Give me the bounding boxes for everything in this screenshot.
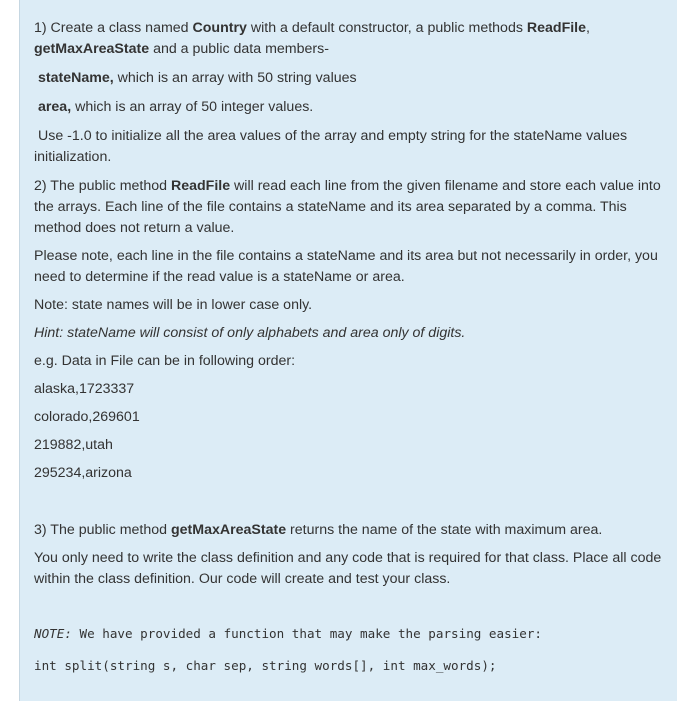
hint-line: Hint: stateName will consist of only alphabets and area only of digits. xyxy=(34,325,466,341)
example-line: 295234,arizona xyxy=(34,465,132,481)
q3-line-3: within the class definition. Our code will create and test your class. xyxy=(34,571,451,587)
split-signature: int split(string s, char sep, string words[], int max_words); xyxy=(34,658,497,673)
q2-line-3: method does not return a value. xyxy=(34,220,235,236)
lowercase-note: Note: state names will be in lower case only. xyxy=(34,297,313,313)
note-label: NOTE: xyxy=(34,626,72,641)
statename-member-line: stateName, which is an array with 50 string values xyxy=(38,70,357,86)
q1-line-2: getMaxAreaState and a public data members- xyxy=(34,41,329,57)
example-line: colorado,269601 xyxy=(34,409,140,425)
q1-line-1: 1) Create a class named Country with a default constructor, a public methods ReadFile, xyxy=(34,20,590,36)
example-line: alaska,1723337 xyxy=(34,381,135,397)
note-line-1: Please note, each line in the file contains a stateName and its area but not necessarily in order, you xyxy=(34,248,658,264)
getmaxareastate-method-name: getMaxAreaState xyxy=(34,41,150,57)
class-name: Country xyxy=(192,20,247,36)
example-line: 219882,utah xyxy=(34,437,113,453)
q3-line-1: 3) The public method getMaxAreaState returns the name of the state with maximum area. xyxy=(34,522,603,538)
note-line-2: need to determine if the read value is a stateName or area. xyxy=(34,269,405,285)
q3-line-2: You only need to write the class definition and any code that is required for that class. Place all code xyxy=(34,550,662,566)
init-line-2: initialization. xyxy=(34,149,112,165)
readfile-method-name: ReadFile xyxy=(526,20,587,36)
code-note: NOTE: We have provided a function that may make the parsing easier: xyxy=(34,626,543,641)
q2-line-2: the arrays. Each line of the file contains a stateName and its area separated by a comma. This xyxy=(34,199,627,215)
area-member-line: area, which is an array of 50 integer values. xyxy=(38,99,314,115)
question-panel xyxy=(19,0,677,701)
init-line-1: Use -1.0 to initialize all the area values of the array and empty string for the stateName values xyxy=(38,128,628,144)
q2-line-1: 2) The public method ReadFile will read each line from the given filename and store each value into xyxy=(34,178,661,194)
example-intro: e.g. Data in File can be in following order: xyxy=(34,353,296,369)
